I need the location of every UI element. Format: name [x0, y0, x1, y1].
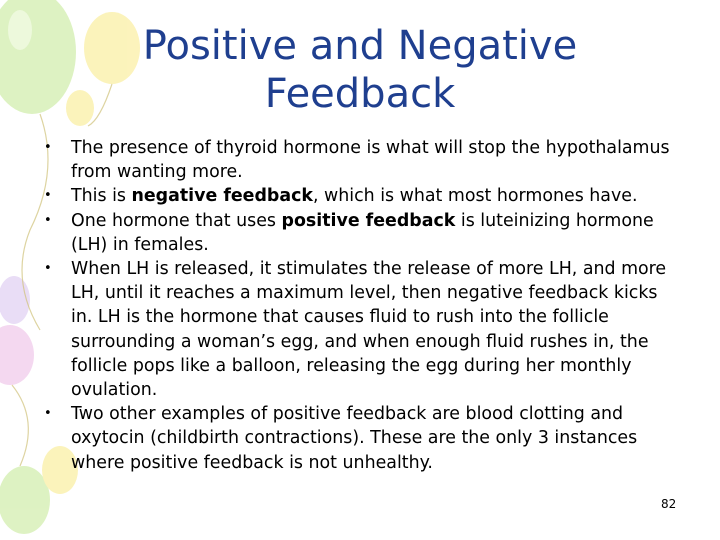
bullet-item: [44, 136, 684, 184]
slide-title-line-1: Positive and Negative: [142, 23, 578, 69]
bullet-dot-icon: •: [44, 188, 52, 204]
lilac-balloon-shape: [0, 276, 30, 324]
bullet-dot-icon: •: [44, 406, 52, 422]
bullet-item: [44, 184, 684, 208]
bullet-dot-icon: •: [44, 140, 52, 155]
bullet-text: Two other examples of positive feedback are blood clotting and oxytocin (childbirth contractions). These are the only 3 instances where positive feedback is not unhealthy.: [71, 404, 638, 473]
bullet-text: When LH is released, it stimulates the release of more LH, and more LH, until it reaches a maximum level, then negative feedback kicks in. LH is the hormone that causes fluid to rush into the follicle surrounding a woman’s egg, and when enough fluid rushes in, the follicle pops like a balloon, releasing the egg during her monthly ovulation.: [71, 259, 667, 401]
bullet-bold-term: negative feedback: [131, 186, 313, 207]
bullet-item: [44, 209, 684, 257]
bullet-list: [44, 136, 684, 475]
bullet-dot-icon: •: [44, 212, 52, 228]
bullet-bold-term: positive feedback: [281, 210, 456, 231]
slide-title: [60, 22, 660, 118]
pink-balloon-shape: [0, 325, 34, 385]
bullet-text: The presence of thyroid hormone is what will stop the hypothalamus from wanting more.: [71, 138, 670, 183]
bullet-dot-icon: •: [44, 261, 52, 277]
bullet-item: [44, 257, 684, 402]
page-number: 82: [661, 497, 677, 511]
bullet-text: , which is what most hormones have.: [312, 186, 638, 207]
bullet-item: [44, 402, 684, 475]
bullet-text: is luteinizing hormone (LH) in females.: [71, 210, 654, 255]
green-balloon-highlight: [8, 10, 32, 50]
balloon-string-3: [12, 385, 28, 466]
bullet-text: This is: [71, 186, 132, 207]
green-balloon-bottom: [0, 466, 50, 534]
bullet-text: One hormone that uses: [71, 210, 282, 231]
slide-title-line-2: Feedback: [264, 71, 456, 117]
